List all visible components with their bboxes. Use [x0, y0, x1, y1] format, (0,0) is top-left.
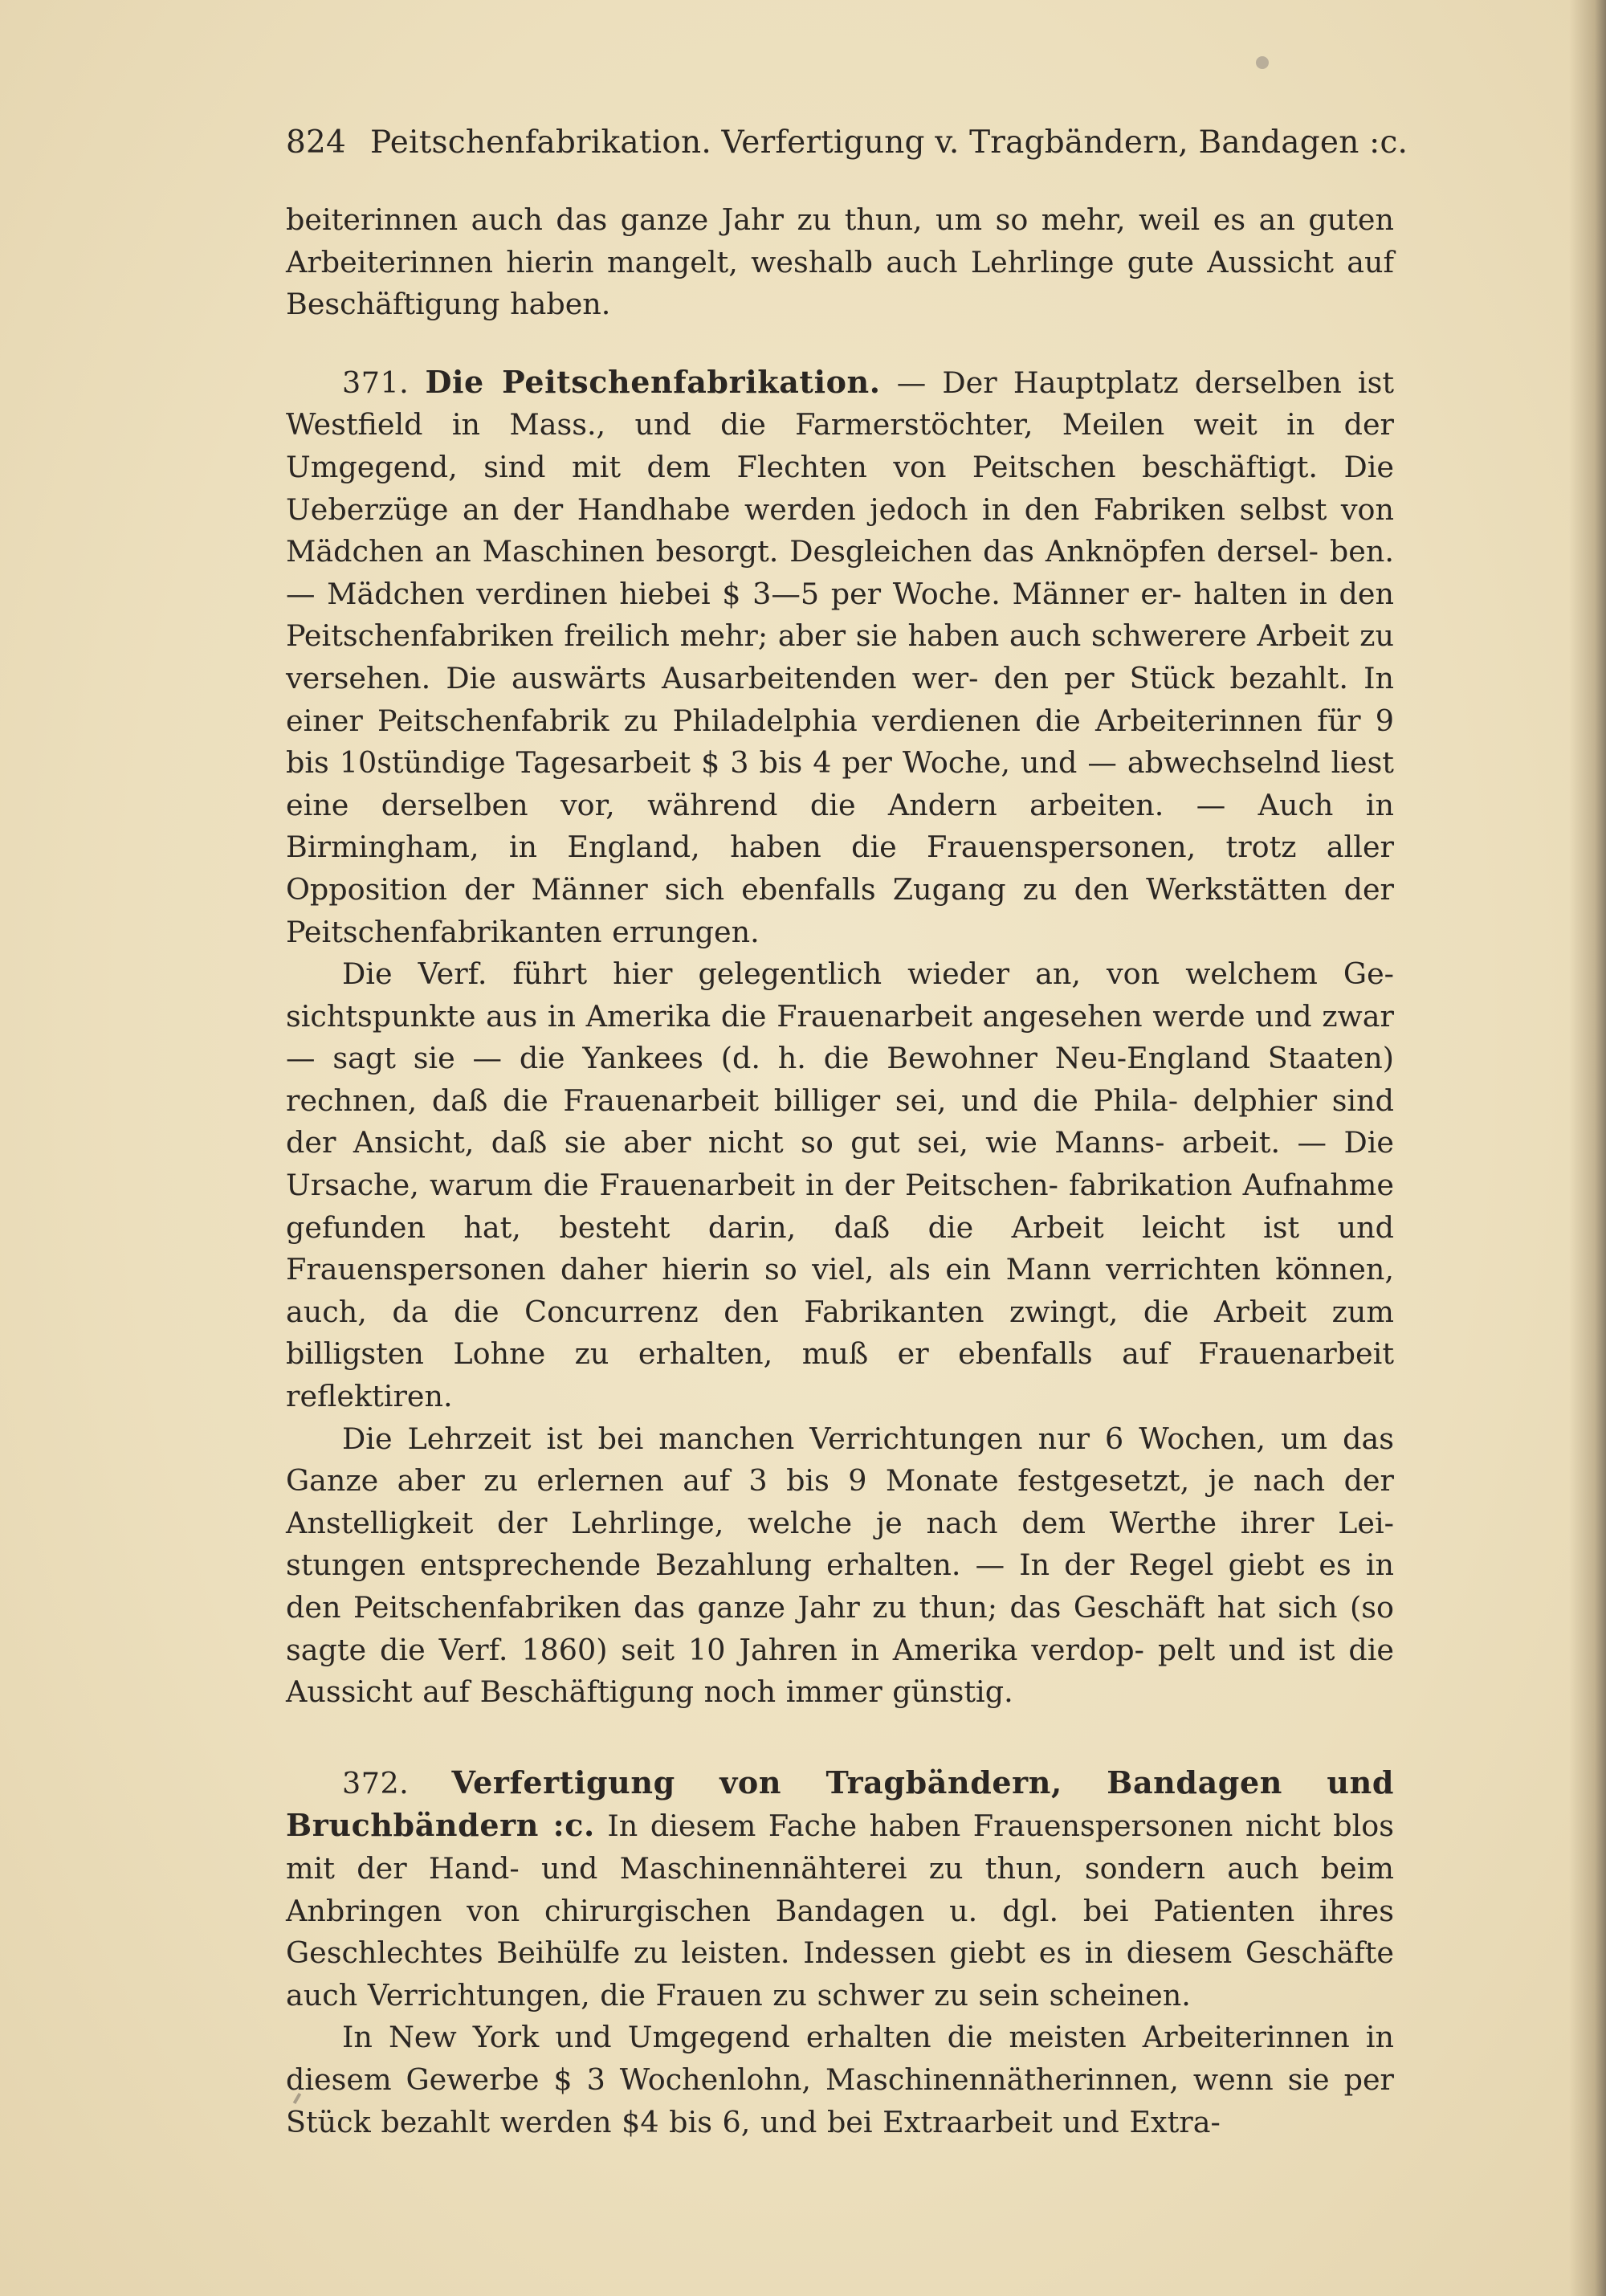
text-line: Zugang zu den Werkstätten der Peitschenfabrikanten errungen. — [286, 871, 1394, 949]
text-line: stungen entsprechende Bezahlung erhalten. — In der Regel giebt es — [286, 1548, 1351, 1583]
section-372-paragraph-1 — [286, 1762, 1394, 2017]
text-line: — Der Hauptplatz derselben — [896, 365, 1342, 400]
text-line: pelt und ist die Aussicht auf Beschäftigung noch immer günstig. — [286, 1632, 1394, 1710]
text-line: In New York und Umgegend erhalten die meisten Arbeiterinnen — [342, 2020, 1350, 2055]
text-line: In diesem Fache haben Frauenspersonen nicht — [607, 1809, 1321, 1844]
text-line: ist Westfield in Mass., und die Farmerstöchter, Meilen weit in der — [286, 365, 1394, 442]
text-line: verrichten können, auch, da die Concurrenz den Fabrikanten zwingt, — [286, 1252, 1395, 1329]
text-line: den per Stück bezahlt. In einer Peitschenfabrik zu Philadelphia — [286, 660, 1394, 738]
text-line: die Frauenspersonen, trotz aller Opposition der Männer sich ebenfalls — [286, 830, 1394, 907]
text-line: die Arbeit zum billigsten Lohne zu erhalten, muß er ebenfalls auf — [286, 1294, 1394, 1372]
section-number: 371. — [342, 365, 410, 400]
section-title: Verfertigung von Tragbändern, Bandagen und — [451, 1764, 1394, 1801]
section-title: Die Peitschenfabrikation. — [425, 363, 881, 400]
text-line: sichtspunkte aus in Amerika die Frauenarbeit angesehen werde und — [286, 998, 1312, 1034]
text-line: Die Verf. führt hier gelegentlich wieder an, von welchem Ge- — [342, 956, 1394, 992]
text-line: per Stück bezahlt werden $4 bis 6, und bei Extraarbeit und Extra- — [286, 2062, 1394, 2139]
section-371-paragraph-2 — [286, 953, 1394, 1418]
text-line: Frauenarbeit reflektiren. — [286, 1336, 1394, 1414]
text-line: ben. — Mädchen verdinen hiebei $ 3—5 per Woche. Männer er- — [286, 534, 1394, 611]
text-line: Die Lehrzeit ist bei manchen Verrichtungen nur 6 Wochen, um — [342, 1421, 1328, 1456]
running-title: Peitschenfabrikation. Verfertigung v. Tragbändern, Bandagen :c. — [370, 124, 1408, 161]
section-371-paragraph-3 — [286, 1418, 1394, 1714]
text-line: 4 per Woche, und — abwechselnd liest eine derselben vor, während — [286, 745, 1394, 822]
text-line: Geschäfte auch Verrichtungen, die Frauen zu schwer zu sein scheinen. — [286, 1935, 1394, 2013]
text-line: halten in den Peitschenfabriken freilich mehr; aber sie haben auch — [286, 576, 1394, 654]
text-line: leicht ist und Frauenspersonen daher hierin so viel, als ein Mann — [286, 1209, 1394, 1287]
section-title-continued: Bruchbändern :c. — [286, 1807, 595, 1844]
text-line: Ueberzüge an der Handhabe werden jedoch in den Fabriken selbst von — [286, 491, 1394, 527]
text-line: beim Anbringen von chirurgischen Bandagen u. dgl. bei Patienten — [286, 1850, 1394, 1928]
text-line: schwerere Arbeit zu versehen. Die auswärts Ausarbeitenden wer- — [286, 618, 1394, 695]
text-line: blos mit der Hand- und Maschinennähterei zu thun, sondern auch — [286, 1809, 1394, 1886]
text-line: beiterinnen auch das ganze Jahr zu thun, um so mehr, weil es an — [286, 202, 1295, 237]
text-line: guten Arbeiterinnen hierin mangelt, weshalb auch Lehrlinge gute — [286, 202, 1394, 279]
text-line: Staaten) rechnen, daß die Frauenarbeit billiger sei, und die Phila- — [286, 1041, 1394, 1118]
text-line: arbeit. — Die Ursache, warum die Frauenarbeit in der Peitschen- — [286, 1125, 1394, 1203]
page-edge-shadow — [1569, 0, 1606, 2296]
text-line: sich (so sagte die Verf. 1860) seit 10 Jahren in Amerika verdop- — [286, 1590, 1395, 1667]
text-line: die Andern arbeiten. — Auch in Birmingham, in England, haben — [286, 787, 1394, 865]
text-line: Aussicht auf Beschäftigung haben. — [286, 244, 1394, 322]
text-block — [286, 120, 1408, 2143]
section-number: 372. — [342, 1765, 410, 1801]
text-line: Umgegend, sind mit dem Flechten von Peitschen beschäftigt. Die — [286, 449, 1394, 484]
text-line: zwar — sagt sie — die Yankees (d. h. die Bewohner Neu-England — [286, 998, 1394, 1076]
text-line: fabrikation Aufnahme gefunden hat, besteht darin, daß die Arbeit — [286, 1168, 1394, 1245]
text-line: das Ganze aber zu erlernen auf 3 bis 9 Monate festgesetzt, je nach — [286, 1421, 1394, 1499]
text-line: der Anstelligkeit der Lehrlinge, welche je nach dem Werthe ihrer Lei- — [286, 1463, 1394, 1540]
page-number: 824 — [286, 124, 347, 161]
text-line: in diesem Gewerbe $ 3 Wochenlohn, Maschinennätherinnen, wenn sie — [286, 2020, 1394, 2097]
text-line: delphier sind der Ansicht, daß sie aber nicht so gut sei, wie Manns- — [286, 1083, 1394, 1160]
text-line: verdienen die Arbeiterinnen für 9 bis 10stündige Tagesarbeit $ 3 bis — [286, 703, 1394, 781]
text-line: Mädchen an Maschinen besorgt. Desgleichen das Anknöpfen dersel- — [286, 534, 1319, 569]
section-371-paragraph-1 — [286, 361, 1394, 953]
text-line: in den Peitschenfabriken das ganze Jahr zu thun; das Geschäft hat — [286, 1548, 1394, 1625]
running-head — [286, 120, 1408, 165]
continued-paragraph — [286, 199, 1394, 326]
text-line: ihres Geschlechtes Beihülfe zu leisten. Indessen giebt es in diesem — [286, 1893, 1395, 1971]
section-372-paragraph-2 — [286, 2017, 1394, 2143]
ink-spot — [1256, 56, 1269, 69]
